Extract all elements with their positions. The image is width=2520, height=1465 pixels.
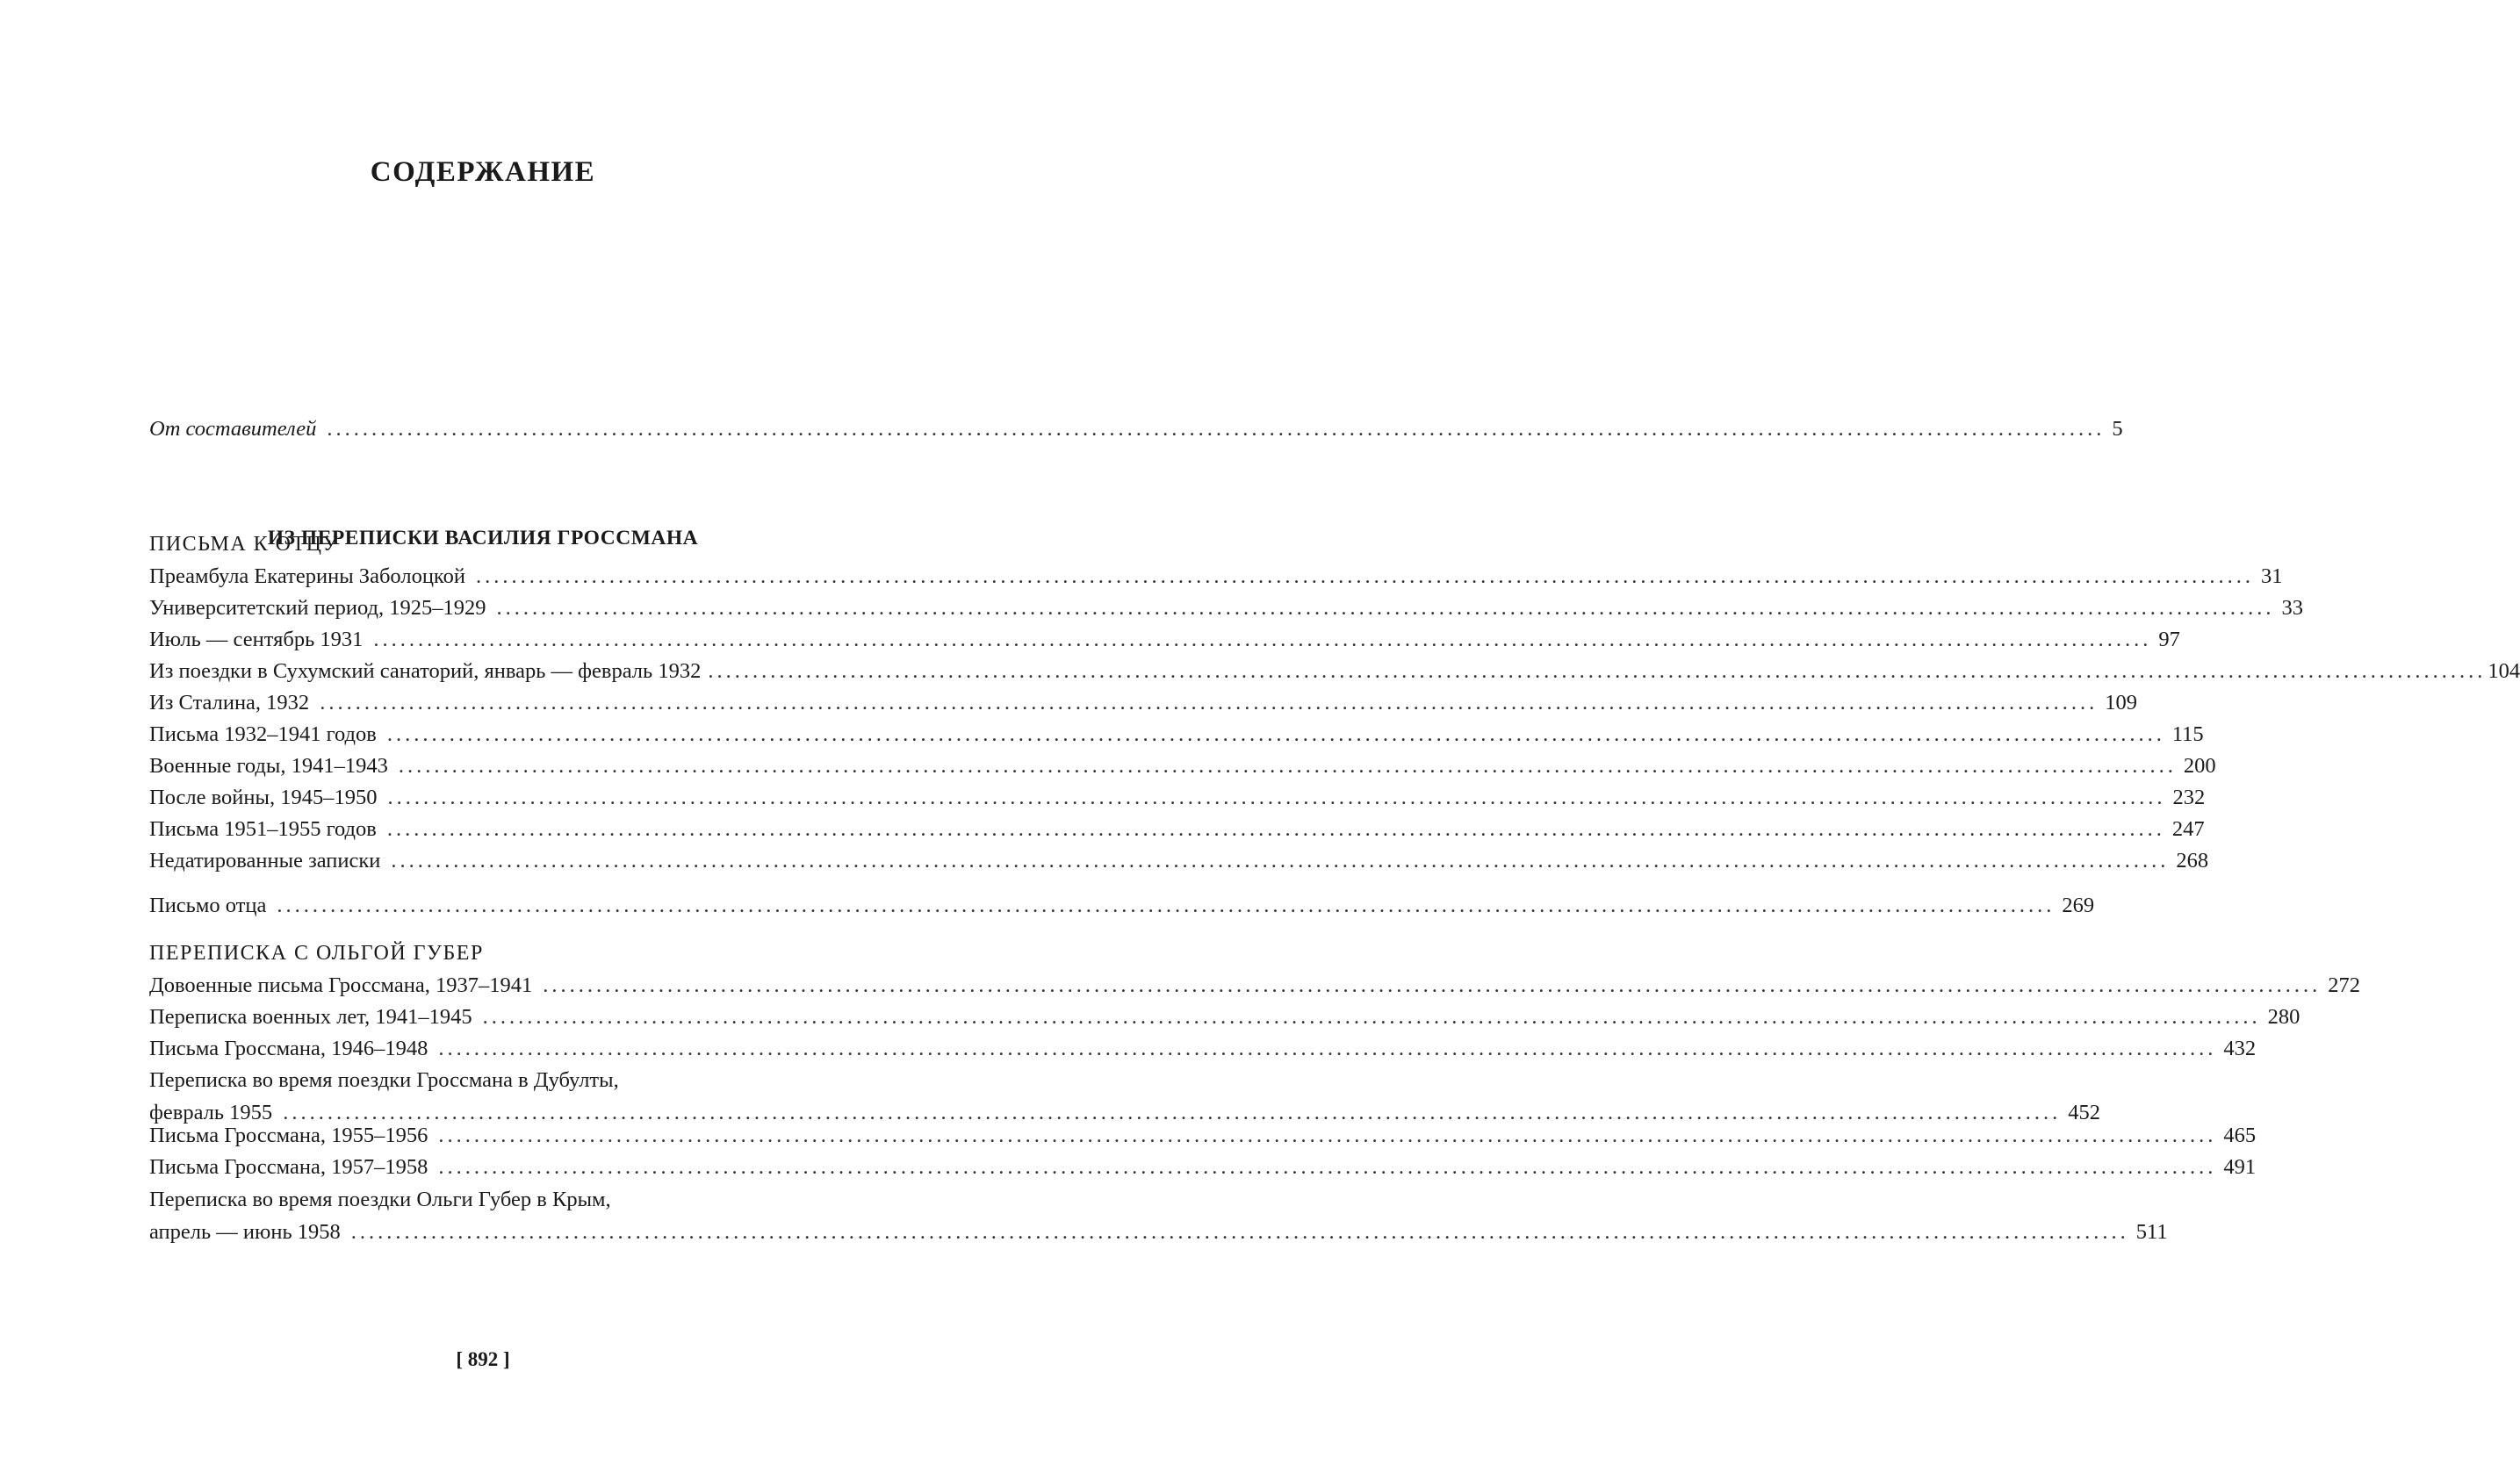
toc-entry[interactable]: [149, 1037, 2257, 1060]
leader-dots: ........................................................................................................................................................................................................: [320, 691, 2099, 715]
toc-entry-label: Из Сталина, 1932: [149, 691, 310, 715]
leader-dots: ........................................................................................................................................................................................................: [277, 894, 2056, 917]
toc-entry[interactable]: [149, 659, 2520, 683]
page-title: СОДЕРЖАНИЕ: [370, 156, 596, 188]
toc-entry-page: 5: [2112, 417, 2123, 441]
toc-entry-page: 97: [2158, 628, 2180, 651]
section-heading-letters-to-father: ПИСЬМА К ОТЦУ: [149, 533, 339, 556]
toc-entry-page: 432: [2223, 1037, 2257, 1060]
toc-entry-label: Недатированные записки: [149, 849, 381, 873]
toc-entry-label: Переписка военных лет, 1941–1945: [149, 1005, 472, 1029]
toc-entry-page: 280: [2267, 1005, 2300, 1029]
toc-entry-label: Из поездки в Сухумский санаторий, январь — февраль 1932: [149, 659, 702, 683]
toc-entry[interactable]: [149, 722, 2204, 746]
leader-dots: ........................................................................................................................................................................................................: [438, 1155, 2217, 1179]
leader-dots: ........................................................................................................................................................................................................: [373, 628, 2152, 651]
toc-entry-two-line[interactable]: [149, 1188, 2168, 1244]
toc-entry-label: Преамбула Екатерины Заболоцкой: [149, 564, 465, 588]
toc-entry-father-letter[interactable]: [149, 894, 2095, 917]
toc-entry-label-line1: Переписка во время поездки Гроссмана в Дубулты,: [149, 1068, 619, 1092]
toc-entry-label: Письма Гроссмана, 1955–1956: [149, 1124, 428, 1147]
leader-dots: ........................................................................................................................................................................................................: [391, 849, 2170, 873]
part-heading: ИЗ ПЕРЕПИСКИ ВАСИЛИЯ ГРОССМАНА: [267, 527, 699, 549]
toc-entry-page: 31: [2260, 564, 2283, 588]
leader-dots: ........................................................................................................................................................................................................: [438, 1124, 2217, 1147]
toc-entry[interactable]: [149, 1155, 2257, 1179]
toc-entry-page: 33: [2281, 596, 2304, 620]
toc-entry-page: 268: [2176, 849, 2209, 873]
page-number: [ 892 ]: [456, 1348, 510, 1370]
toc-entry-page: 232: [2172, 786, 2206, 809]
leader-dots: ........................................................................................................................................................................................................: [327, 417, 2106, 441]
toc-entry[interactable]: [149, 1005, 2300, 1029]
toc-entry-page: 452: [2068, 1100, 2100, 1124]
toc-entry[interactable]: [149, 1124, 2257, 1147]
toc-entry-page: 109: [2105, 691, 2137, 715]
leader-dots: ........................................................................................................................................................................................................: [350, 1219, 2129, 1244]
leader-dots: ........................................................................................................................................................................................................: [398, 754, 2177, 778]
leader-dots: ........................................................................................................................................................................................................: [543, 973, 2322, 997]
toc-entry-page: 269: [2062, 894, 2095, 917]
toc-entry-page: 247: [2171, 817, 2205, 841]
toc-entry[interactable]: [149, 973, 2361, 997]
toc-entry[interactable]: [149, 786, 2206, 809]
toc-entry[interactable]: [149, 754, 2216, 778]
leader-dots: ........................................................................................................................................................................................................: [708, 659, 2487, 683]
toc-entry-row: [149, 1219, 2168, 1244]
leader-dots: ........................................................................................................................................................................................................: [386, 817, 2165, 841]
toc-entry-page: 272: [2328, 973, 2361, 997]
toc-entry[interactable]: [149, 849, 2209, 873]
toc-entry-two-line[interactable]: [149, 1068, 2100, 1124]
toc-entry-label: Военные годы, 1941–1943: [149, 754, 388, 778]
toc-entry-page: 491: [2223, 1155, 2257, 1179]
toc-entry-label-line2: апрель — июнь 1958: [149, 1219, 341, 1244]
toc-entry-page: 465: [2223, 1124, 2257, 1147]
leader-dots: ........................................................................................................................................................................................................: [387, 786, 2166, 809]
toc-entry-label: Письмо отца: [149, 894, 267, 917]
toc-entry-label: Довоенные письма Гроссмана, 1937–1941: [149, 973, 533, 997]
toc-entry-label: Университетский период, 1925–1929: [149, 596, 486, 620]
section-heading-guber: ПЕРЕПИСКА С ОЛЬГОЙ ГУБЕР: [149, 942, 484, 965]
leader-dots: ........................................................................................................................................................................................................: [386, 722, 2165, 746]
leader-dots: ........................................................................................................................................................................................................: [438, 1037, 2217, 1060]
toc-entry-label: Июль — сентябрь 1931: [149, 628, 364, 651]
leader-dots: ........................................................................................................................................................................................................: [283, 1100, 2062, 1124]
toc-entry[interactable]: [149, 564, 2283, 588]
toc-entry-page: 200: [2183, 754, 2216, 778]
toc-entry-label: После войны, 1945–1950: [149, 786, 378, 809]
toc-entry-label: Письма Гроссмана, 1957–1958: [149, 1155, 428, 1179]
toc-entry-label-line1: Переписка во время поездки Ольги Губер в Крым,: [149, 1188, 611, 1211]
toc-entry-label: От составителей: [149, 417, 317, 441]
toc-entry-row: [149, 1100, 2100, 1124]
toc-entry-page: 115: [2171, 722, 2204, 746]
toc-entry[interactable]: [149, 628, 2180, 651]
toc-entry-label: Письма 1951–1955 годов: [149, 817, 377, 841]
leader-dots: ........................................................................................................................................................................................................: [482, 1005, 2261, 1029]
toc-entry[interactable]: [149, 691, 2137, 715]
toc-entry-label: Письма 1932–1941 годов: [149, 722, 377, 746]
leader-dots: ........................................................................................................................................................................................................: [475, 564, 2254, 588]
toc-entry[interactable]: [149, 817, 2205, 841]
leader-dots: ........................................................................................................................................................................................................: [496, 596, 2275, 620]
toc-entry-page: 511: [2135, 1219, 2168, 1244]
toc-entry-label: Письма Гроссмана, 1946–1948: [149, 1037, 428, 1060]
toc-entry-intro[interactable]: [149, 417, 2123, 441]
toc-entry-page: 104: [2488, 659, 2520, 683]
toc-entry[interactable]: [149, 596, 2304, 620]
toc-entry-label-line2: февраль 1955: [149, 1100, 273, 1124]
